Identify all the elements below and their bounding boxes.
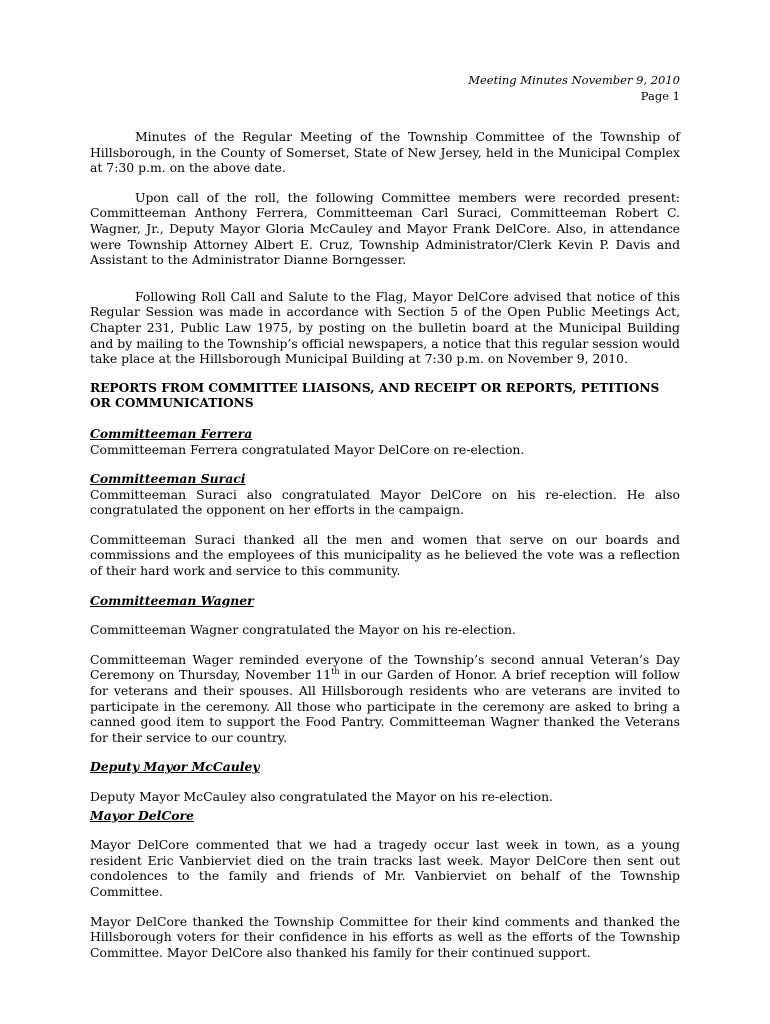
wagner-text-start: Committeeman Wager reminded everyone of the Township’s second annual Veteran’s Day Ceremony on Thursday, November 11 [90,651,680,683]
wagner-paragraph-2 [90,652,680,746]
wagner-heading: Committeeman Wagner [90,592,254,608]
mccauley-paragraph: Deputy Mayor McCauley also congratulated the Mayor on his re-election. [90,789,553,804]
ordinal-suffix: th [331,667,340,677]
delcore-paragraph-2: Mayor DelCore thanked the Township Committee for their kind comments and thanked the Hillsborough voters for their confidence in his efforts as well as the efforts of the Township Committee. Mayor DelCore also thanked his family for their continued support. [90,913,680,960]
ferrera-paragraph: Committeeman Ferrera congratulated Mayor DelCore on re-election. [90,441,525,457]
section-heading: REPORTS FROM COMMITTEE LIAISONS, AND RECEIPT OR REPORTS, PETITIONS OR COMMUNICATIONS [90,380,660,411]
wagner-paragraph-1: Committeeman Wagner congratulated the Mayor on his re-election. [90,622,516,638]
delcore-paragraph-1: Mayor DelCore commented that we had a tragedy occur last week in town, as a young resident Eric Vanbierviet died on the train tracks last week. Mayor DelCore then sent out condolences to the family and friends of Mr. Vanbierviet on behalf of the Township Committee. [90,837,680,899]
suraci-heading: Committeeman Suraci [90,471,246,487]
document-body [90,129,680,960]
opening-paragraph: Minutes of the Regular Meeting of the Township Committee of the Township of Hillsborough, in the County of Somerset, State of New Jersey, held in the Municipal Complex at 7:30 p.m. on the above date. [90,129,680,176]
wagner-text-end: in our Garden of Honor. A brief reception will follow for veterans and their spouses. All Hillsborough residents who are veterans are invited to participate in the ceremony. All those who participate in the ceremony are asked to bring a canned good item to support the Food Pantry. Committeeman Wagner thanked the Veterans for their service to our country. [90,667,680,745]
notice-paragraph: Following Roll Call and Salute to the Flag, Mayor DelCore advised that notice of this Regular Session was made in accordance with Section 5 of the Open Public Meetings Act, Chapter 231, Public Law 1975, by posting on the bulletin board at the Municipal Building and by mailing to the Township’s official newspapers, a notice that this regular session would take place at the Hillsborough Municipal Building at 7:30 p.m. on November 9, 2010. [90,288,680,367]
roll-call-paragraph: Upon call of the roll, the following Committee members were recorded present: Committeeman Anthony Ferrera, Committeeman Carl Suraci, Committeeman Robert C. Wagner, Jr., Deputy Mayor Gloria McCauley and Mayor Frank DelCore. Also, in attendance were Township Attorney Albert E. Cruz, Township Administrator/Clerk Kevin P. Davis and Assistant to the Administrator Dianne Borngesser. [90,189,680,268]
page-number: Page 1 [640,88,680,103]
delcore-heading: Mayor DelCore [90,807,194,823]
ferrera-heading: Committeeman Ferrera [90,425,253,441]
suraci-paragraph-1: Committeeman Suraci also congratulated Mayor DelCore on his re-election. He also congratulated the opponent on her efforts in the campaign. [90,486,680,518]
mccauley-heading: Deputy Mayor McCauley [90,759,260,775]
suraci-paragraph-2: Committeeman Suraci thanked all the men and women that serve on our boards and commissions and the employees of this municipality as he believed the vote was a reflection of their hard work and service to this community. [90,531,680,579]
page-header [468,73,680,104]
header-title: Meeting Minutes November 9, 2010 [468,73,680,87]
